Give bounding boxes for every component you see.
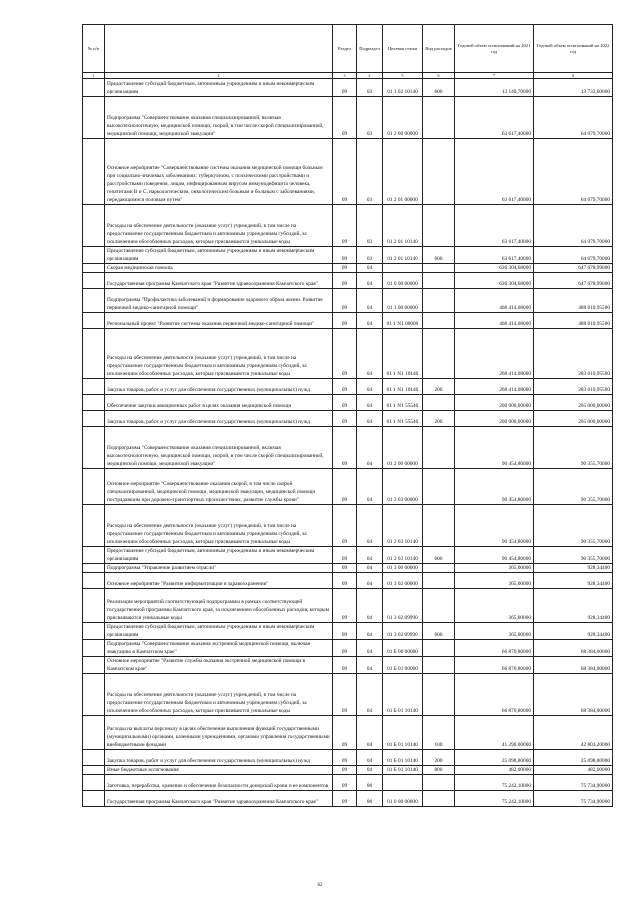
row-cs: 01 3 00 00000 <box>383 564 423 573</box>
row-podrazdel: 04 <box>357 469 383 505</box>
row-2022: 928,34400 <box>534 589 613 623</box>
row-razdel: 09 <box>333 505 357 547</box>
num-cell <box>83 791 105 807</box>
row-podrazdel: 04 <box>357 589 383 623</box>
table-row <box>83 564 613 573</box>
num-cell <box>83 264 105 273</box>
row-cs: 01 2 03 10140 <box>383 547 423 564</box>
row-2021: 468 414,08000 <box>455 289 534 313</box>
row-cs: 01 2 01 10140 <box>383 247 423 264</box>
colnum: 1 <box>83 73 105 79</box>
row-razdel: 09 <box>333 273 357 289</box>
row-2022: 25 098,80000 <box>534 750 613 766</box>
row-razdel: 09 <box>333 775 357 791</box>
row-2022: 928,34400 <box>534 573 613 589</box>
row-name: Закупка товаров, работ и услуг для обеспечения государственных (муниципальных) нужд <box>105 379 333 395</box>
row-2021: 63 617,40000 <box>455 205 534 247</box>
row-vr <box>423 289 455 313</box>
row-2022: 42 803,20000 <box>534 716 613 750</box>
row-2022: 488 010,95500 <box>534 289 613 313</box>
num-cell <box>83 427 105 469</box>
row-vr <box>423 313 455 329</box>
page-number: 62 <box>317 883 323 888</box>
row-name: Обеспечение закупки авиационных работ в целях оказания медицинской помощи <box>105 395 333 411</box>
table-row <box>83 657 613 674</box>
row-cs: 01 0 00 00000 <box>383 273 423 289</box>
row-cs: 01 2 03 00000 <box>383 469 423 505</box>
row-cs: 01 0 00 00000 <box>383 791 423 807</box>
row-vr: 200 <box>423 379 455 395</box>
row-razdel: 09 <box>333 573 357 589</box>
colnum: 6 <box>423 73 455 79</box>
row-razdel: 09 <box>333 564 357 573</box>
row-vr <box>423 427 455 469</box>
row-podrazdel: 04 <box>357 564 383 573</box>
row-podrazdel: 04 <box>357 395 383 411</box>
row-2021: 365,00000 <box>455 589 534 623</box>
row-2022: 90 355,70000 <box>534 505 613 547</box>
row-2022: 482,00000 <box>534 766 613 775</box>
row-2022: 283 010,95500 <box>534 379 613 395</box>
num-cell <box>83 289 105 313</box>
row-2021: 75 242,10000 <box>455 775 534 791</box>
num-cell <box>83 589 105 623</box>
row-2021: 63 617,40000 <box>455 247 534 264</box>
row-vr <box>423 329 455 379</box>
row-vr: 600 <box>423 79 455 97</box>
num-cell <box>83 750 105 766</box>
row-name: Региональный проект "Развитие системы оказания первичной медико-санитарной помощи" <box>105 313 333 329</box>
row-podrazdel: 04 <box>357 273 383 289</box>
table-row <box>83 379 613 395</box>
row-vr: 200 <box>423 750 455 766</box>
row-vr <box>423 97 455 139</box>
row-name: Государственная программа Камчатского края "Развитие здравоохранения Камчатского края" <box>105 273 333 289</box>
colnum: 8 <box>534 73 613 79</box>
row-2022: 64 079,70000 <box>534 97 613 139</box>
row-name: Расходы на выплаты персоналу в целях обеспечения выполнения функций государственными (муниципальными) органами, казенными учреждениями, органами управления государственными внебюджетными фондами <box>105 716 333 750</box>
table-row <box>83 273 613 289</box>
row-2021: 365,00000 <box>455 623 534 640</box>
row-name: Основное мероприятие "Совершенствование системы оказания медицинской помощи больным при социально-значимых заболеваниях: туберкулезом, с психическими расстройствами и расстройствами поведения, лицам, инфицированным вирусом иммунодефицита человека, гепатитами B и C, наркологическим, онкологическим больным и больным с заболеваниями, передающимися половым путем" <box>105 139 333 205</box>
row-podrazdel: 03 <box>357 247 383 264</box>
row-razdel: 09 <box>333 313 357 329</box>
row-podrazdel: 04 <box>357 547 383 564</box>
row-2022: 928,34400 <box>534 623 613 640</box>
num-cell <box>83 205 105 247</box>
row-2022: 68 384,00000 <box>534 674 613 716</box>
row-name: Основное мероприятие "Развитие службы оказания экстренной медицинской помощи в Камчатском крае" <box>105 657 333 674</box>
num-cell <box>83 79 105 97</box>
row-podrazdel: 06 <box>357 775 383 791</box>
row-2022: 64 079,70000 <box>534 139 613 205</box>
row-vr <box>423 139 455 205</box>
row-podrazdel: 03 <box>357 79 383 97</box>
row-cs: 01 2 01 00000 <box>383 139 423 205</box>
row-razdel: 09 <box>333 379 357 395</box>
table-row <box>83 395 613 411</box>
row-2021: 626 304,68000 <box>455 264 534 273</box>
colnum: 2 <box>105 73 333 79</box>
row-2022: 647 678,99000 <box>534 273 613 289</box>
row-cs: 01 1 00 00000 <box>383 289 423 313</box>
row-podrazdel: 04 <box>357 766 383 775</box>
row-2021: 90 454,80000 <box>455 427 534 469</box>
row-vr: 200 <box>423 411 455 427</box>
row-cs: 01 Б 00 00000 <box>383 640 423 657</box>
row-2021: 66 870,80000 <box>455 640 534 657</box>
row-razdel: 09 <box>333 205 357 247</box>
row-razdel: 09 <box>333 469 357 505</box>
row-razdel: 09 <box>333 411 357 427</box>
row-razdel: 09 <box>333 674 357 716</box>
row-podrazdel: 04 <box>357 427 383 469</box>
row-vr <box>423 264 455 273</box>
num-cell <box>83 547 105 564</box>
row-cs: 01 Б 01 10140 <box>383 766 423 775</box>
row-podrazdel: 04 <box>357 573 383 589</box>
row-name: Предоставление субсидий бюджетным, автономным учреждениям и иным некоммерческим организациям <box>105 247 333 264</box>
row-podrazdel: 04 <box>357 289 383 313</box>
row-podrazdel: 04 <box>357 674 383 716</box>
table-row <box>83 640 613 657</box>
row-2022: 64 079,70000 <box>534 205 613 247</box>
row-razdel: 09 <box>333 750 357 766</box>
row-2022: 75 734,90000 <box>534 791 613 807</box>
header-2022: Годовой объем ассигнований на 2022 год <box>534 25 613 73</box>
row-podrazdel: 03 <box>357 205 383 247</box>
row-2021: 200 000,00000 <box>455 411 534 427</box>
row-cs: 01 1 N1 10140 <box>383 379 423 395</box>
row-2022: 90 355,70000 <box>534 547 613 564</box>
row-2021: 365,00000 <box>455 564 534 573</box>
row-2021: 90 454,80000 <box>455 505 534 547</box>
row-razdel: 09 <box>333 716 357 750</box>
row-cs: 01 Б 01 00000 <box>383 657 423 674</box>
row-2021: 75 242,10000 <box>455 791 534 807</box>
row-2022: 928,34400 <box>534 564 613 573</box>
row-razdel: 09 <box>333 427 357 469</box>
row-cs: 01 2 01 10140 <box>383 205 423 247</box>
row-cs: 01 Б 01 10140 <box>383 750 423 766</box>
row-vr <box>423 657 455 674</box>
row-2022: 13 733,60000 <box>534 79 613 97</box>
row-cs: 01 2 00 00000 <box>383 427 423 469</box>
table-row <box>83 205 613 247</box>
row-2021: 482,00000 <box>455 766 534 775</box>
row-razdel: 09 <box>333 589 357 623</box>
table-row <box>83 573 613 589</box>
num-cell <box>83 411 105 427</box>
row-name: Предоставление субсидий бюджетным, автономным учреждениям и иным некоммерческим организациям <box>105 623 333 640</box>
row-2021: 63 617,40000 <box>455 97 534 139</box>
row-2021: 66 870,80000 <box>455 674 534 716</box>
row-name: Расходы на обеспечение деятельности (оказание услуг) учреждений, в том числе на предоставление государственным бюджетным и автономным учреждениям субсидий, за исключением обособленных расходов, которые присваиваются уникальные коды <box>105 329 333 379</box>
row-cs: 01 1 02 10140 <box>383 79 423 97</box>
table-row <box>83 427 613 469</box>
row-2022: 68 384,00000 <box>534 657 613 674</box>
row-name: Подпрограмма "Совершенствование оказания специализированной, включая высокотехнологичную, медицинской помощи, скорой, в том числе скорой специализированной, медицинской помощи, медицинской эвакуации" <box>105 97 333 139</box>
row-vr: 600 <box>423 247 455 264</box>
row-podrazdel: 03 <box>357 139 383 205</box>
row-2021: 41 290,00000 <box>455 716 534 750</box>
row-2021: 200 000,00000 <box>455 395 534 411</box>
row-name: Иные бюджетные ассигнования <box>105 766 333 775</box>
row-name: Предоставление субсидий бюджетным, автономным учреждениям и иным некоммерческим организациям <box>105 547 333 564</box>
row-2021: 90 454,80000 <box>455 469 534 505</box>
num-cell <box>83 716 105 750</box>
num-cell <box>83 139 105 205</box>
row-cs: 01 2 00 00000 <box>383 97 423 139</box>
header-cs: Целевая статья <box>383 25 423 73</box>
row-podrazdel: 03 <box>357 97 383 139</box>
row-razdel: 09 <box>333 247 357 264</box>
row-podrazdel: 04 <box>357 640 383 657</box>
row-2021: 468 414,08000 <box>455 313 534 329</box>
row-razdel: 09 <box>333 766 357 775</box>
num-cell <box>83 657 105 674</box>
row-razdel: 09 <box>333 79 357 97</box>
row-vr: 800 <box>423 766 455 775</box>
header-podrazdel: Подраздел <box>357 25 383 73</box>
row-cs: 01 3 02 09990 <box>383 589 423 623</box>
row-2022: 90 355,70000 <box>534 469 613 505</box>
row-2021: 25 098,80000 <box>455 750 534 766</box>
num-cell <box>83 573 105 589</box>
table-row <box>83 750 613 766</box>
row-razdel: 09 <box>333 657 357 674</box>
row-vr <box>423 205 455 247</box>
num-cell <box>83 766 105 775</box>
row-cs <box>383 775 423 791</box>
row-name: Заготовка, переработка, хранение и обеспечение безопасности донорской крови и ее компонентов <box>105 775 333 791</box>
row-vr <box>423 674 455 716</box>
table-row <box>83 264 613 273</box>
colnum: 4 <box>357 73 383 79</box>
table-row <box>83 775 613 791</box>
table-row <box>83 247 613 264</box>
num-cell <box>83 329 105 379</box>
table-row <box>83 313 613 329</box>
row-razdel: 09 <box>333 791 357 807</box>
row-podrazdel: 04 <box>357 657 383 674</box>
row-name: Основное мероприятие "Развитие информатизации в здравоохранении" <box>105 573 333 589</box>
table-row <box>83 469 613 505</box>
row-2022: 647 678,99000 <box>534 264 613 273</box>
row-razdel: 09 <box>333 264 357 273</box>
row-name: Расходы на обеспечение деятельности (оказание услуг) учреждений, в том числе на предоставление государственным бюджетным и автономным учреждениям субсидий, за исключением обособленных расходов, которые присваиваются уникальные коды <box>105 674 333 716</box>
table-row <box>83 766 613 775</box>
row-name: Расходы на обеспечение деятельности (оказание услуг) учреждений, в том числе на предоставление государственным бюджетным и автономным учреждениям субсидий, за исключением обособленных расходов, которые присваиваются уникальные коды <box>105 205 333 247</box>
row-cs: 01 1 N1 55540 <box>383 411 423 427</box>
row-razdel: 09 <box>333 623 357 640</box>
table-row <box>83 329 613 379</box>
table-row <box>83 716 613 750</box>
row-razdel: 09 <box>333 289 357 313</box>
budget-sheet <box>82 24 612 807</box>
row-vr <box>423 775 455 791</box>
row-podrazdel: 04 <box>357 313 383 329</box>
row-cs: 01 2 03 10140 <box>383 505 423 547</box>
header-name <box>105 25 333 73</box>
num-cell <box>83 395 105 411</box>
colnum: 5 <box>383 73 423 79</box>
row-podrazdel: 04 <box>357 379 383 395</box>
row-2022: 90 355,70000 <box>534 427 613 469</box>
row-2021: 63 617,40000 <box>455 139 534 205</box>
row-2022: 488 010,95500 <box>534 313 613 329</box>
table-row <box>83 674 613 716</box>
header-2021: Годовой объем ассигнований на 2021 год <box>455 25 534 73</box>
header-num: № п/п <box>83 25 105 73</box>
table-row <box>83 97 613 139</box>
row-vr <box>423 573 455 589</box>
row-vr <box>423 791 455 807</box>
row-name: Подпрограмма "Профилактика заболеваний и формирование здорового образа жизни. Развитие первичной медико-санитарной помощи" <box>105 289 333 313</box>
table-row <box>83 289 613 313</box>
row-2021: 13 140,70000 <box>455 79 534 97</box>
num-cell <box>83 775 105 791</box>
row-2022: 205 000,00000 <box>534 395 613 411</box>
row-cs: 01 Б 01 10140 <box>383 716 423 750</box>
row-cs: 01 3 02 09990 <box>383 623 423 640</box>
row-2021: 66 870,80000 <box>455 657 534 674</box>
budget-table <box>82 24 613 807</box>
row-cs: 01 1 N1 00000 <box>383 313 423 329</box>
table-row <box>83 411 613 427</box>
table-row <box>83 139 613 205</box>
row-name: Подпрограмма "Управление развитием отрасли" <box>105 564 333 573</box>
num-cell <box>83 273 105 289</box>
row-2022: 68 384,00000 <box>534 640 613 657</box>
table-body <box>83 79 613 807</box>
num-cell <box>83 640 105 657</box>
row-razdel: 09 <box>333 329 357 379</box>
num-cell <box>83 623 105 640</box>
row-podrazdel: 06 <box>357 791 383 807</box>
row-podrazdel: 04 <box>357 623 383 640</box>
row-podrazdel: 04 <box>357 411 383 427</box>
row-vr <box>423 640 455 657</box>
row-vr <box>423 505 455 547</box>
row-razdel: 09 <box>333 97 357 139</box>
row-podrazdel: 04 <box>357 264 383 273</box>
row-name: Скорая медицинская помощь <box>105 264 333 273</box>
row-2022: 64 079,70000 <box>534 247 613 264</box>
row-podrazdel: 04 <box>357 716 383 750</box>
num-cell <box>83 379 105 395</box>
num-cell <box>83 469 105 505</box>
num-cell <box>83 247 105 264</box>
row-2021: 365,00000 <box>455 573 534 589</box>
row-podrazdel: 04 <box>357 329 383 379</box>
row-name: Государственная программа Камчатского края "Развитие здравоохранения Камчатского края" <box>105 791 333 807</box>
row-razdel: 09 <box>333 395 357 411</box>
table-row <box>83 505 613 547</box>
row-name: Основное мероприятие "Совершенствование оказания скорой, в том числе скорой специализированной, медицинской помощи, медицинской эвакуации, медицинской помощи пострадавшим при дорожно-транспортных происшествиях, развитие службы крови" <box>105 469 333 505</box>
row-vr: 600 <box>423 623 455 640</box>
row-razdel: 09 <box>333 139 357 205</box>
row-2021: 268 414,08000 <box>455 379 534 395</box>
colnum: 3 <box>333 73 357 79</box>
num-cell <box>83 313 105 329</box>
num-cell <box>83 97 105 139</box>
table-row <box>83 79 613 97</box>
row-2022: 205 000,00000 <box>534 411 613 427</box>
row-cs <box>383 264 423 273</box>
row-name: Подпрограмма "Совершенствование оказания экстренной медицинской помощи, включая эвакуацию в Камчатском крае" <box>105 640 333 657</box>
num-cell <box>83 505 105 547</box>
table-row <box>83 589 613 623</box>
row-vr <box>423 589 455 623</box>
row-vr: 100 <box>423 716 455 750</box>
row-name: Реализация мероприятий соответствующей подпрограммы в рамках соответствующей государственной программы Камчатского края, за исключением обособленных расходов, которым присваиваются уникальные коды <box>105 589 333 623</box>
row-2022: 283 010,95500 <box>534 329 613 379</box>
row-cs: 01 3 02 00000 <box>383 573 423 589</box>
row-vr <box>423 469 455 505</box>
row-2021: 626 304,68000 <box>455 273 534 289</box>
row-podrazdel: 04 <box>357 505 383 547</box>
row-vr <box>423 273 455 289</box>
row-cs: 01 Б 01 10140 <box>383 674 423 716</box>
row-razdel: 09 <box>333 640 357 657</box>
table-row <box>83 791 613 807</box>
row-vr: 600 <box>423 547 455 564</box>
table-row <box>83 547 613 564</box>
row-cs: 01 1 N1 10140 <box>383 329 423 379</box>
header-vr: Вид расходов <box>423 25 455 73</box>
row-cs: 01 1 N1 55540 <box>383 395 423 411</box>
row-2021: 90 454,80000 <box>455 547 534 564</box>
row-vr <box>423 564 455 573</box>
row-name: Закупка товаров, работ и услуг для обеспечения государственных (муниципальных) нужд <box>105 411 333 427</box>
row-name: Предоставление субсидий бюджетным, автономным учреждениям и иным некоммерческим организациям <box>105 79 333 97</box>
num-cell <box>83 564 105 573</box>
header-row <box>83 25 613 73</box>
num-cell <box>83 674 105 716</box>
row-2021: 268 414,08000 <box>455 329 534 379</box>
row-razdel: 09 <box>333 547 357 564</box>
table-row <box>83 623 613 640</box>
row-2022: 75 734,90000 <box>534 775 613 791</box>
colnum: 7 <box>455 73 534 79</box>
row-podrazdel: 04 <box>357 750 383 766</box>
header-razdel: Раздел <box>333 25 357 73</box>
row-vr <box>423 395 455 411</box>
row-name: Закупка товаров, работ и услуг для обеспечения государственных (муниципальных) нужд <box>105 750 333 766</box>
row-name: Расходы на обеспечение деятельности (оказание услуг) учреждений, в том числе на предоставление государственным бюджетным и автономным учреждениям субсидий, за исключением обособленных расходов, которые присваиваются уникальные коды <box>105 505 333 547</box>
row-name: Подпрограмма "Совершенствование оказания специализированной, включая высокотехнологичную, медицинской помощи, скорой, в том числе скорой специализированной, медицинской помощи, медицинской эвакуации" <box>105 427 333 469</box>
